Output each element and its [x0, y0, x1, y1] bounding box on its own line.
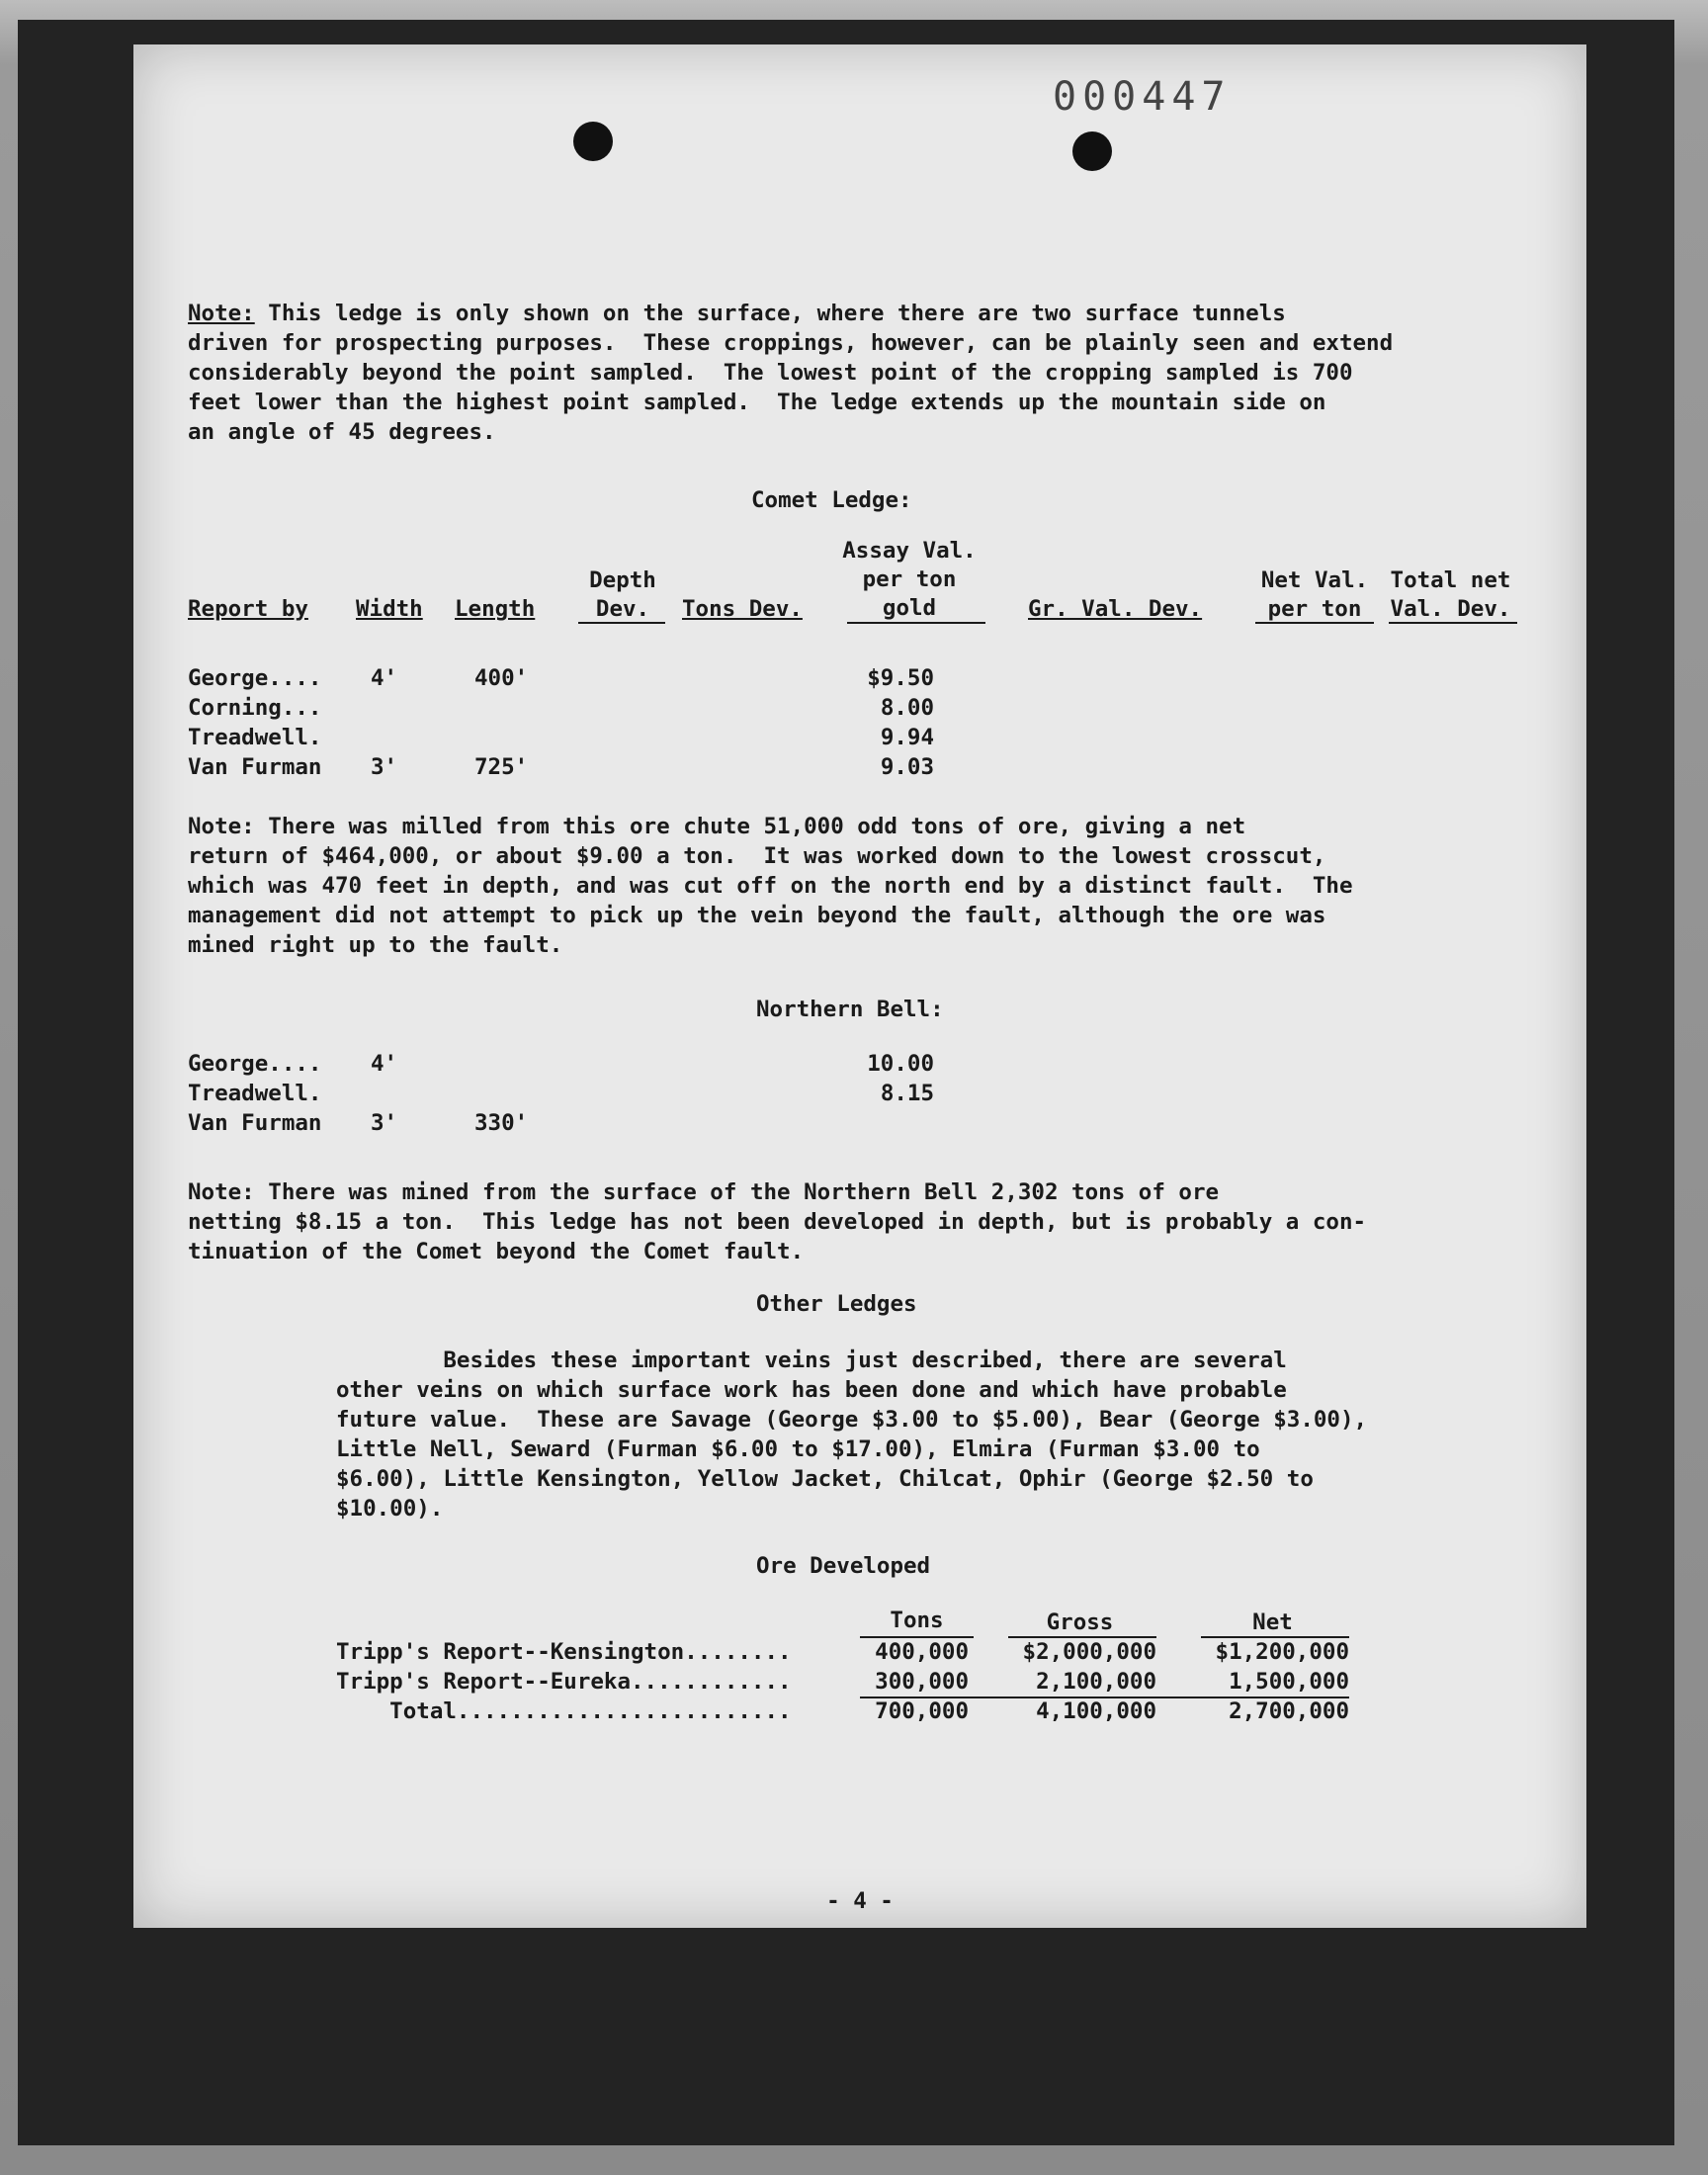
col-header-gross-value: Gr. Val. Dev. — [1028, 596, 1203, 622]
col-header-report-by: Report by — [188, 596, 308, 622]
col-header-assay-value: Assay Val. per ton gold — [842, 538, 977, 621]
section-title-northern-bell: Northern Bell: — [756, 997, 944, 1022]
paragraph-line: $6.00), Little Kensington, Yellow Jacket, Chilcat, Ophir (George $2.50 to — [336, 1466, 1314, 1492]
cell-report-by: Treadwell. — [188, 1081, 322, 1106]
note-line: an angle of 45 degrees. — [188, 419, 496, 445]
cell-length: 330' — [474, 1110, 529, 1136]
paragraph-line: Besides these important veins just described, there are several — [336, 1348, 1287, 1373]
cell-tons: 700,000 — [875, 1698, 969, 1724]
col-header-tons-dev: Tons Dev. — [682, 596, 803, 622]
col-header-gross: Gross — [1046, 1610, 1114, 1635]
cell-length: 400' — [474, 665, 529, 691]
cell-report-by: George.... — [188, 665, 322, 691]
cell-gross: $2,000,000 — [1022, 1639, 1156, 1665]
cell-width: 4' — [371, 665, 398, 691]
cell-report-by: Van Furman — [188, 1110, 322, 1136]
cell-length: 725' — [474, 754, 529, 780]
cell-label: Total......................... — [336, 1698, 792, 1724]
cell-assay: 8.00 — [880, 695, 934, 721]
cell-report-by: Corning... — [188, 695, 322, 721]
punch-hole-right — [1072, 131, 1112, 171]
note-line: mined right up to the fault. — [188, 932, 563, 958]
note-label: Note: — [188, 1179, 255, 1205]
col-header-depth-dev: Depth Dev. — [589, 567, 656, 622]
col-header-total-net: Total net Val. Dev. — [1390, 567, 1511, 622]
note-line: considerably beyond the point sampled. The lowest point of the cropping sampled is 700 — [188, 360, 1353, 386]
note-label: Note: — [188, 814, 255, 839]
section-title-ore-developed: Ore Developed — [756, 1553, 931, 1579]
cell-report-by: Van Furman — [188, 754, 322, 780]
note-line: driven for prospecting purposes. These croppings, however, can be plainly seen and extend — [188, 330, 1394, 356]
note-label: Note: — [188, 301, 255, 326]
document-number: 000447 — [1053, 74, 1232, 120]
col-header-length: Length — [455, 596, 536, 622]
section-title-other-ledges: Other Ledges — [756, 1291, 917, 1317]
note-line: netting $8.15 a ton. This ledge has not been developed in depth, but is probably a con- — [188, 1209, 1367, 1235]
paragraph-line: future value. These are Savage (George $3.00 to $5.00), Bear (George $3.00), — [336, 1407, 1368, 1433]
col-header-net-value: Net Val. per ton — [1260, 567, 1369, 622]
cell-label: Tripp's Report--Kensington........ — [336, 1639, 792, 1665]
col-header-rule — [847, 622, 985, 624]
note-line: There was mined from the surface of the Northern Bell 2,302 tons of ore — [254, 1179, 1220, 1205]
page-number: - 4 - — [826, 1888, 894, 1914]
punch-hole-left — [573, 122, 613, 161]
note-line: tinuation of the Comet beyond the Comet fault. — [188, 1239, 805, 1264]
cell-assay: 9.03 — [880, 754, 934, 780]
col-header-rule — [1389, 622, 1517, 624]
note-line: management did not attempt to pick up the vein beyond the fault, although the ore was — [188, 903, 1326, 928]
cell-net: 2,700,000 — [1229, 1698, 1349, 1724]
cell-gross: 2,100,000 — [1036, 1669, 1156, 1695]
cell-assay: 8.15 — [880, 1081, 934, 1106]
cell-net: 1,500,000 — [1229, 1669, 1349, 1695]
cell-report-by: Treadwell. — [188, 725, 322, 750]
cell-label: Tripp's Report--Eureka............ — [336, 1669, 792, 1695]
note-line: This ledge is only shown on the surface, where there are two surface tunnels — [254, 301, 1286, 326]
cell-assay: $9.50 — [867, 665, 934, 691]
paragraph-line: other veins on which surface work has been done and which have probable — [336, 1377, 1287, 1403]
section-title-comet-ledge: Comet Ledge: — [751, 487, 912, 513]
cell-tons: 400,000 — [875, 1639, 969, 1665]
document-page — [133, 44, 1586, 1928]
col-header-tons: Tons — [890, 1608, 944, 1633]
cell-width: 3' — [371, 754, 398, 780]
paragraph-line: Little Nell, Seward (Furman $6.00 to $17.00), Elmira (Furman $3.00 to — [336, 1436, 1260, 1462]
cell-report-by: George.... — [188, 1051, 322, 1077]
cell-tons: 300,000 — [875, 1669, 969, 1695]
cell-width: 4' — [371, 1051, 398, 1077]
note-line: There was milled from this ore chute 51,000 odd tons of ore, giving a net — [254, 814, 1246, 839]
col-header-width: Width — [356, 596, 423, 622]
note-line: feet lower than the highest point sampled. The ledge extends up the mountain side on — [188, 390, 1326, 415]
cell-gross: 4,100,000 — [1036, 1698, 1156, 1724]
col-header-rule — [578, 622, 665, 624]
paragraph-line: $10.00). — [336, 1496, 444, 1522]
col-header-rule — [1255, 622, 1374, 624]
cell-assay: 10.00 — [867, 1051, 934, 1077]
note-line: return of $464,000, or about $9.00 a ton. It was worked down to the lowest crosscut, — [188, 843, 1326, 869]
cell-width: 3' — [371, 1110, 398, 1136]
note-line: which was 470 feet in depth, and was cut off on the north end by a distinct fault. The — [188, 873, 1353, 899]
cell-net: $1,200,000 — [1215, 1639, 1349, 1665]
col-header-net: Net — [1252, 1610, 1293, 1635]
cell-assay: 9.94 — [880, 725, 934, 750]
